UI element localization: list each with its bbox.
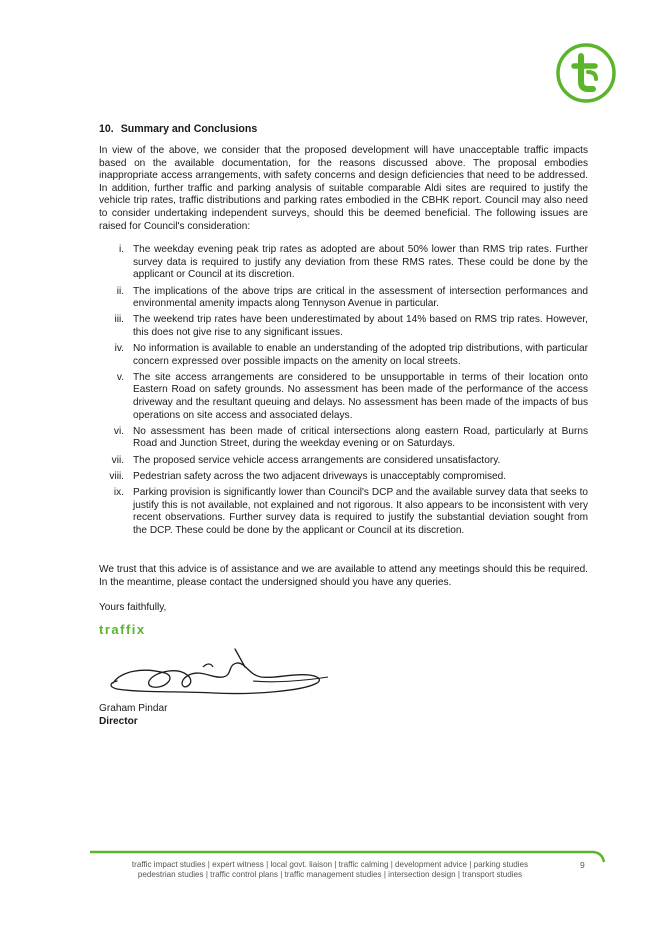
list-item [99, 343, 588, 368]
list-numeral: iv. [114, 343, 124, 355]
intro-paragraph: In view of the above, we consider that the proposed development will have unacceptable traffic impacts based on the available documentation, for the reasons discussed above. The proposal embodies inappropriate access arrangements, with safety concerns and design deficiencies that need to be addressed. In addition, further traffic and parking analysis of suitable comparable Aldi sites are required to justify the vehicle trip rates, traffic distributions and parking rates embodied in the CBHK report. Council may also need to consider undertaking independent surveys, should this be deemed beneficial. The following issues are raised for Council's consideration: [99, 145, 588, 232]
list-item [99, 314, 588, 339]
list-item [99, 426, 588, 451]
list-numeral: ii. [116, 285, 124, 297]
list-numeral: ix. [113, 487, 124, 498]
signer-block [99, 703, 588, 728]
list-item [99, 244, 588, 282]
page-number: 9 [580, 860, 585, 870]
footer-line-1: traffic impact studies | expert witness | local govt. liaison | traffic calming | development advice | parking studies [131, 860, 529, 869]
section-number: 10. [99, 123, 114, 135]
list-item [99, 372, 588, 422]
list-item-text: The site access arrangements are considered to be unsupportable in terms of their location onto Eastern Road on safety grounds. No assessment has been made of the performance of the access driveway and the resultant queuing and delays. No assessment has been made of the impacts of bus operations on site access and associated delays. [133, 371, 588, 421]
list-numeral: viii. [109, 470, 124, 482]
list-numeral: v. [116, 371, 124, 383]
brand-wordmark: traffix [99, 622, 146, 638]
list-numeral: vii. [111, 454, 124, 466]
list-numeral: i. [118, 244, 124, 256]
issues-list [99, 244, 588, 537]
list-item-text: Parking provision is significantly lower than Council's DCP and the available survey data that seeks to justify this is not available, not explained and not rigorous. It also appears to be inconsistent with very recent observations. Further survey data is required to justify the substantial deviation sought from the DCP. These could be done by the applicant or Council at its discretion. [133, 487, 588, 536]
closing-section [99, 564, 588, 728]
closing-paragraph: We trust that this advice is of assistance and we are available to attend any meetings should this be required. In the meantime, please contact the undersigned should you have any queries. [99, 564, 588, 588]
footer-line-2: pedestrian studies | traffic control plans | traffic management studies | intersection design | transport studies [137, 870, 523, 880]
section-title: Summary and Conclusions [120, 123, 258, 135]
list-numeral: iii. [114, 314, 124, 326]
list-item-text: The weekend trip rates have been underestimated by about 14% based on RMS trip rates. However, this does not give rise to any significant issues. [133, 314, 588, 338]
signer-name: Graham Pindar [99, 703, 168, 715]
signer-title: Director [99, 715, 138, 727]
list-item [99, 471, 588, 484]
list-item [99, 487, 588, 537]
list-numeral: vi. [113, 425, 124, 437]
list-item-text: The weekday evening peak trip rates as adopted are about 50% lower than RMS trip rates. Further survey data is required to justify any deviation from these RMS rates. These could be done by the applicant or Council at its discretion. [133, 244, 588, 281]
salutation: Yours faithfully, [99, 601, 167, 613]
list-item-text: The proposed service vehicle access arrangements are considered unsatisfactory. [133, 454, 501, 466]
list-item-text: The implications of the above trips are critical in the assessment of intersection performances and environmental amenity impacts along Tennyson Avenue in particular. [133, 285, 588, 310]
traffix-logo-icon [555, 42, 617, 104]
section-heading [99, 123, 588, 135]
list-item [99, 286, 588, 311]
signature-image [103, 637, 333, 705]
document-body [99, 123, 588, 728]
list-item-text: No information is available to enable an understanding of the adopted trip distributions, with particular concern expressed over possible impacts on the amenity on local streets. [133, 343, 588, 367]
footer-services [100, 860, 560, 880]
list-item-text: No assessment has been made of critical intersections along eastern Road, particularly at Burns Road and Junction Street, during the weekday evening or on Saturdays. [133, 425, 588, 450]
list-item-text: Pedestrian safety across the two adjacent driveways is unacceptably compromised. [133, 470, 507, 482]
list-item [99, 455, 588, 468]
